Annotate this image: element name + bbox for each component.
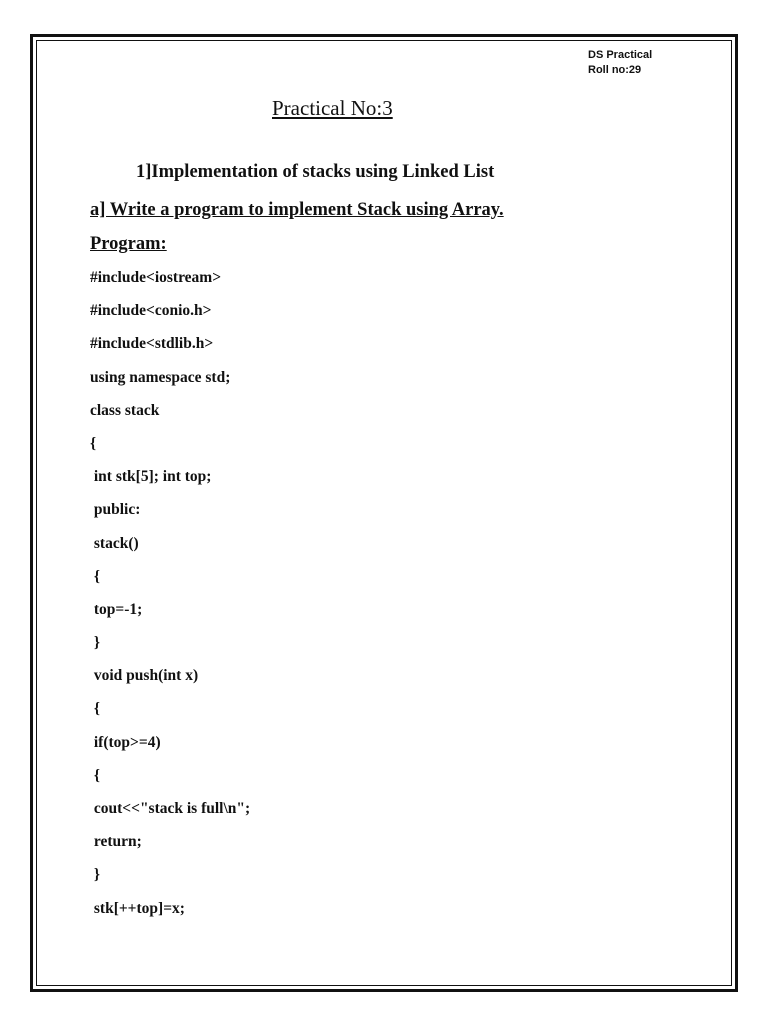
code-line: #include<conio.h> xyxy=(90,302,212,320)
code-line: return; xyxy=(90,833,142,851)
code-line: void push(int x) xyxy=(90,667,199,685)
roll-number: Roll no:29 xyxy=(588,64,642,76)
program-label: Program: xyxy=(90,234,167,254)
code-line: { xyxy=(90,567,100,585)
code-line: #include<stdlib.h> xyxy=(90,335,214,353)
code-line: stack() xyxy=(90,534,139,552)
code-line: top=-1; xyxy=(90,600,143,618)
code-line: if(top>=4) xyxy=(90,733,161,751)
code-line: { xyxy=(90,700,100,718)
code-line: { xyxy=(90,766,100,784)
code-line: } xyxy=(90,634,100,652)
header-info xyxy=(588,48,652,78)
code-line: class stack xyxy=(90,401,160,419)
code-line: } xyxy=(90,866,100,884)
code-line: cout<<"stack is full\n"; xyxy=(90,800,251,817)
page-title: Practical No:3 xyxy=(272,96,393,120)
course-label: DS Practical xyxy=(588,49,653,61)
code-block xyxy=(90,268,250,932)
code-line: int stk[5]; int top; xyxy=(90,468,212,486)
code-line: { xyxy=(90,434,97,452)
question-heading: a] Write a program to implement Stack using Array. xyxy=(90,200,504,220)
code-line: using namespace std; xyxy=(90,368,231,386)
section-heading: 1]Implementation of stacks using Linked List xyxy=(136,162,495,182)
code-line: #include<iostream> xyxy=(90,269,222,286)
code-line: stk[++top]=x; xyxy=(90,899,185,917)
code-line: public: xyxy=(90,501,141,519)
